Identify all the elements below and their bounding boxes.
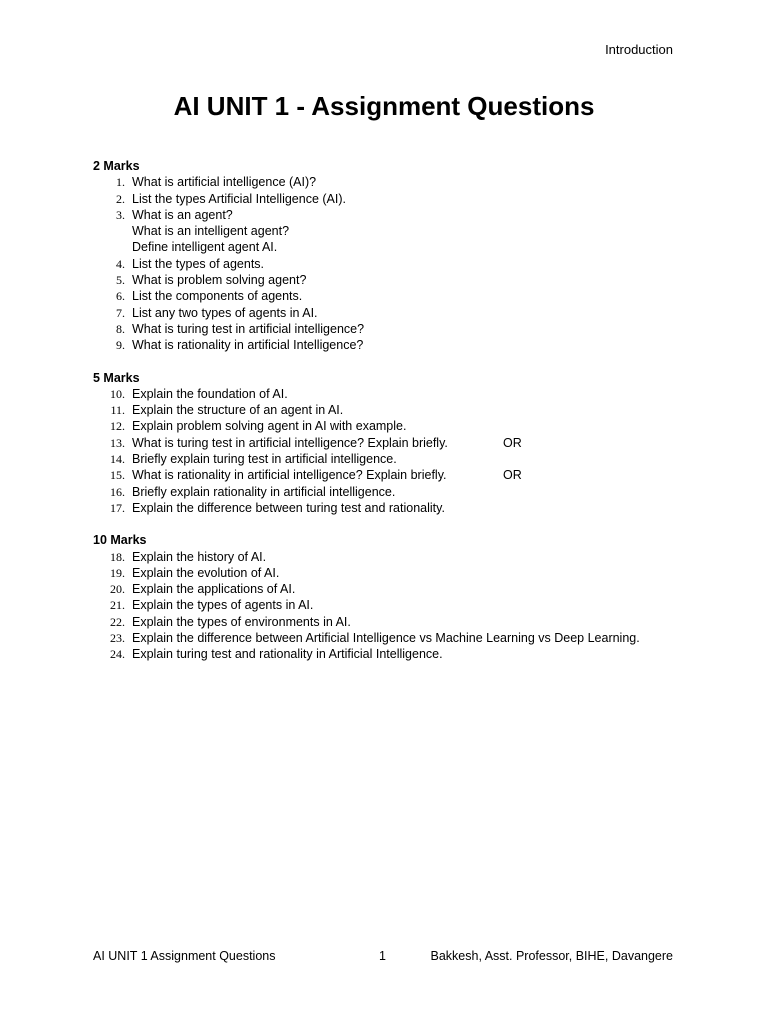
question-list bbox=[93, 549, 693, 663]
question-number: 19. bbox=[110, 565, 125, 580]
page-title: AI UNIT 1 - Assignment Questions bbox=[173, 91, 595, 121]
running-header: Introduction bbox=[605, 42, 673, 57]
question-item bbox=[93, 207, 693, 256]
question-line bbox=[132, 549, 693, 565]
question-body bbox=[132, 207, 693, 256]
question-number: 24. bbox=[110, 647, 125, 662]
question-number: 20. bbox=[110, 582, 125, 597]
question-text: What is turing test in artificial intelligence? Explain briefly. bbox=[132, 435, 448, 450]
question-item bbox=[93, 386, 693, 402]
question-line bbox=[132, 321, 693, 337]
question-item bbox=[93, 549, 693, 565]
question-body bbox=[132, 305, 693, 321]
or-marker: OR bbox=[503, 435, 522, 450]
question-item bbox=[93, 402, 693, 418]
question-body bbox=[132, 467, 693, 483]
question-text: Explain the evolution of AI. bbox=[132, 565, 280, 580]
question-line bbox=[132, 288, 693, 304]
question-text: Explain the history of AI. bbox=[132, 549, 267, 564]
question-line bbox=[132, 500, 693, 516]
question-text: Explain the difference between turing test and rationality. bbox=[132, 500, 445, 515]
marks-section bbox=[93, 532, 693, 662]
question-number: 4. bbox=[116, 256, 125, 271]
question-item bbox=[93, 597, 693, 613]
question-item bbox=[93, 337, 693, 353]
question-item bbox=[93, 451, 693, 467]
question-number: 10. bbox=[110, 386, 125, 401]
question-item bbox=[93, 435, 693, 451]
question-number: 18. bbox=[110, 549, 125, 564]
question-body bbox=[132, 256, 693, 272]
question-item bbox=[93, 272, 693, 288]
question-number: 2. bbox=[116, 191, 125, 206]
question-text: What is artificial intelligence (AI)? bbox=[132, 175, 317, 190]
question-body bbox=[132, 191, 693, 207]
question-text: What is turing test in artificial intelligence? bbox=[132, 321, 365, 336]
question-body bbox=[132, 321, 693, 337]
question-text: Explain the difference between Artificial Intelligence vs Machine Learning vs Deep Learning. bbox=[132, 631, 640, 646]
question-text: List the types Artificial Intelligence (AI). bbox=[132, 191, 346, 206]
question-text: Explain turing test and rationality in Artificial Intelligence. bbox=[132, 647, 443, 662]
or-marker: OR bbox=[503, 468, 522, 483]
question-line bbox=[132, 191, 693, 207]
question-line bbox=[132, 484, 693, 500]
question-line bbox=[132, 467, 693, 483]
question-text: Define intelligent agent AI. bbox=[132, 240, 278, 255]
marks-section bbox=[93, 158, 693, 354]
question-line bbox=[132, 223, 693, 239]
question-text: Explain problem solving agent in AI with example. bbox=[132, 419, 407, 434]
question-line bbox=[132, 451, 693, 467]
question-body bbox=[132, 418, 693, 434]
question-line bbox=[132, 402, 693, 418]
footer-author: Bakkesh, Asst. Professor, BIHE, Davangere bbox=[430, 949, 673, 963]
question-number: 12. bbox=[110, 419, 125, 434]
question-item bbox=[93, 321, 693, 337]
question-line bbox=[132, 337, 693, 353]
question-number: 9. bbox=[116, 338, 125, 353]
question-body bbox=[132, 549, 693, 565]
question-item bbox=[93, 418, 693, 434]
footer-page-number: 1 bbox=[379, 949, 386, 963]
question-line bbox=[132, 581, 693, 597]
question-item bbox=[93, 500, 693, 516]
question-body bbox=[132, 435, 693, 451]
section-heading: 5 Marks bbox=[93, 370, 140, 385]
question-line bbox=[132, 435, 693, 451]
question-number: 22. bbox=[110, 614, 125, 629]
section-heading: 2 Marks bbox=[93, 159, 140, 173]
question-line bbox=[132, 614, 693, 630]
question-line bbox=[132, 239, 693, 255]
question-line bbox=[132, 174, 693, 190]
question-line bbox=[132, 207, 693, 223]
question-body bbox=[132, 500, 693, 516]
question-body bbox=[132, 614, 693, 630]
question-line bbox=[132, 386, 693, 402]
question-text: List the types of agents. bbox=[132, 256, 265, 271]
question-text: List the components of agents. bbox=[132, 289, 303, 304]
question-item bbox=[93, 614, 693, 630]
question-number: 17. bbox=[110, 500, 125, 515]
question-line bbox=[132, 272, 693, 288]
question-body bbox=[132, 581, 693, 597]
question-item bbox=[93, 174, 693, 190]
question-number: 16. bbox=[110, 484, 125, 499]
question-number: 8. bbox=[116, 321, 125, 336]
question-sections bbox=[93, 158, 693, 679]
question-item bbox=[93, 288, 693, 304]
question-number: 21. bbox=[110, 598, 125, 613]
question-number: 3. bbox=[116, 207, 125, 222]
question-body bbox=[132, 597, 693, 613]
question-list bbox=[93, 386, 693, 516]
question-number: 7. bbox=[116, 305, 125, 320]
marks-section bbox=[93, 370, 693, 517]
question-item bbox=[93, 305, 693, 321]
question-body bbox=[132, 337, 693, 353]
question-line bbox=[132, 646, 693, 662]
question-body bbox=[132, 174, 693, 190]
question-text: Explain the foundation of AI. bbox=[132, 386, 288, 401]
question-number: 6. bbox=[116, 289, 125, 304]
question-list bbox=[93, 174, 693, 353]
question-item bbox=[93, 256, 693, 272]
question-body bbox=[132, 565, 693, 581]
question-number: 1. bbox=[116, 175, 125, 190]
question-number: 5. bbox=[116, 273, 125, 288]
question-item bbox=[93, 581, 693, 597]
question-item bbox=[93, 467, 693, 483]
question-number: 23. bbox=[110, 631, 125, 646]
question-text: List any two types of agents in AI. bbox=[132, 305, 318, 320]
question-body bbox=[132, 288, 693, 304]
question-line bbox=[132, 565, 693, 581]
question-body bbox=[132, 630, 693, 646]
question-body bbox=[132, 386, 693, 402]
question-number: 11. bbox=[110, 403, 125, 418]
question-body bbox=[132, 272, 693, 288]
question-body bbox=[132, 451, 693, 467]
question-text: Explain the types of agents in AI. bbox=[132, 598, 314, 613]
question-text: What is rationality in artificial intelligence? Explain briefly. bbox=[132, 468, 447, 483]
question-item bbox=[93, 630, 693, 646]
question-line bbox=[132, 630, 693, 646]
question-text: Explain the types of environments in AI. bbox=[132, 614, 351, 629]
question-number: 13. bbox=[110, 435, 125, 450]
question-item bbox=[93, 191, 693, 207]
section-heading: 10 Marks bbox=[93, 533, 147, 548]
question-text: What is an agent? bbox=[132, 207, 233, 222]
question-body bbox=[132, 646, 693, 662]
question-line bbox=[132, 256, 693, 272]
question-text: What is an intelligent agent? bbox=[132, 224, 290, 239]
footer-document-title: AI UNIT 1 Assignment Questions bbox=[93, 949, 276, 963]
question-text: What is rationality in artificial Intelligence? bbox=[132, 338, 364, 353]
question-number: 15. bbox=[110, 468, 125, 483]
question-text: What is problem solving agent? bbox=[132, 273, 307, 288]
question-item bbox=[93, 565, 693, 581]
question-line bbox=[132, 418, 693, 434]
question-text: Explain the applications of AI. bbox=[132, 582, 296, 597]
question-body bbox=[132, 484, 693, 500]
question-number: 14. bbox=[110, 452, 125, 467]
question-line bbox=[132, 597, 693, 613]
question-text: Explain the structure of an agent in AI. bbox=[132, 403, 344, 418]
question-body bbox=[132, 402, 693, 418]
question-item bbox=[93, 484, 693, 500]
question-line bbox=[132, 305, 693, 321]
question-item bbox=[93, 646, 693, 662]
question-text: Briefly explain turing test in artificial intelligence. bbox=[132, 452, 397, 467]
question-text: Briefly explain rationality in artificial intelligence. bbox=[132, 484, 396, 499]
